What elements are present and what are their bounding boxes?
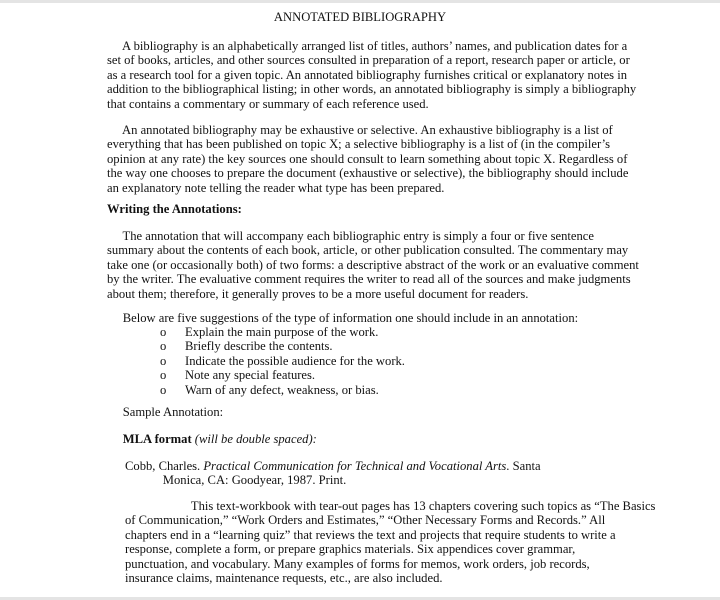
text-line: of Communication,” “Work Orders and Estimates,” “Other Necessary Forms and Records.” All (125, 513, 606, 528)
paragraph-types (107, 123, 628, 195)
list-item (160, 383, 405, 397)
text-line: set of books, articles, and other sources consulted in preparation of a report, research paper or article, or (107, 53, 630, 68)
citation-line2: Monica, CA: Goodyear, 1987. Print. (125, 473, 347, 488)
suggestion-list (160, 325, 405, 397)
text-line: an explanatory note telling the reader what type has been prepared. (107, 180, 445, 195)
citation-rest: . Santa (506, 459, 541, 473)
text-line: about them; therefore, it generally proves to be a more useful document for readers. (107, 286, 529, 301)
document-title: ANNOTATED BIBLIOGRAPHY (273, 10, 447, 24)
citation-line1 (125, 459, 541, 473)
section-heading: Writing the Annotations: (107, 202, 242, 216)
mla-note: (will be double spaced): (191, 432, 317, 446)
text-line: The annotation that will accompany each bibliographic entry is simply a four or five sentence (107, 229, 594, 243)
text-line: A bibliography is an alphabetically arranged list of titles, authors’ names, and publication dates for a (107, 39, 628, 53)
text-line: chapters end in a “learning quiz” that reviews the text and projects that require students to write a (125, 527, 616, 542)
mla-label: MLA format (107, 432, 192, 446)
text-line: the way one chooses to prepare the document (exhaustive or selective), the bibliography should include (107, 166, 629, 181)
text-line: addition to the bibliographical listing; in other words, an annotated bibliography is simply a bibliography (107, 82, 637, 97)
sample-label: Sample Annotation: (107, 405, 224, 419)
paragraph-annotations (107, 229, 639, 301)
citation-author: Cobb, Charles. (125, 459, 204, 473)
page-top-edge (0, 0, 720, 3)
bullet-icon: o (160, 353, 167, 368)
text-line: This text-workbook with tear-out pages has 13 chapters covering such topics as “The Basics (125, 499, 656, 513)
text-line: by the writer. The evaluative comment requires the writer to read all of the sources and make judgments (107, 272, 631, 287)
text-line: as a research tool for a given topic. An annotated bibliography furnishes critical or explanatory notes in (107, 67, 628, 82)
text-line: take one (or occasionally both) of two forms: a descriptive abstract of the work or an evaluative comment (107, 257, 639, 272)
mla-heading (107, 432, 317, 446)
text-line: insurance claims, maintenance requests, etc., are also included. (125, 571, 443, 586)
list-item-text: Briefly describe the contents. (185, 339, 333, 354)
paragraph-definition (107, 39, 636, 111)
list-item (160, 354, 405, 368)
list-item (160, 339, 405, 353)
text-line: opinion at any rate) the key sources one should consult to learn something about topic X. Regardless of (107, 151, 628, 166)
citation (125, 459, 541, 488)
list-item-text: Explain the main purpose of the work. (185, 325, 379, 339)
bullet-icon: o (160, 368, 167, 383)
list-item-text: Warn of any defect, weakness, or bias. (185, 382, 379, 397)
bullet-icon: o (160, 339, 167, 354)
list-intro: Below are five suggestions of the type of information one should include in an annotation: (107, 311, 579, 325)
text-line: An annotated bibliography may be exhaustive or selective. An exhaustive bibliography is a list of (107, 123, 613, 137)
text-line: that contains a commentary or summary of each reference used. (107, 96, 429, 111)
text-line: response, complete a form, or prepare graphics materials. Six appendices cover grammar, (125, 542, 576, 557)
bullet-icon: o (160, 325, 167, 339)
annotation-paragraph (125, 499, 655, 585)
text-line: punctuation, and vocabulary. Many examples of forms for memos, work orders, job records, (125, 556, 590, 571)
list-item (160, 325, 405, 339)
list-item (160, 368, 405, 382)
list-item-text: Indicate the possible audience for the work. (185, 353, 405, 368)
text-line: everything that has been published on topic X; a selective bibliography is a list of (in the compiler’s (107, 137, 611, 152)
bullet-icon: o (160, 382, 167, 397)
list-item-text: Note any special features. (185, 368, 316, 383)
text-line: summary about the contents of each book, article, or other publication consulted. The commentary may (107, 243, 629, 258)
citation-title: Practical Communication for Technical and Vocational Arts (203, 459, 507, 473)
